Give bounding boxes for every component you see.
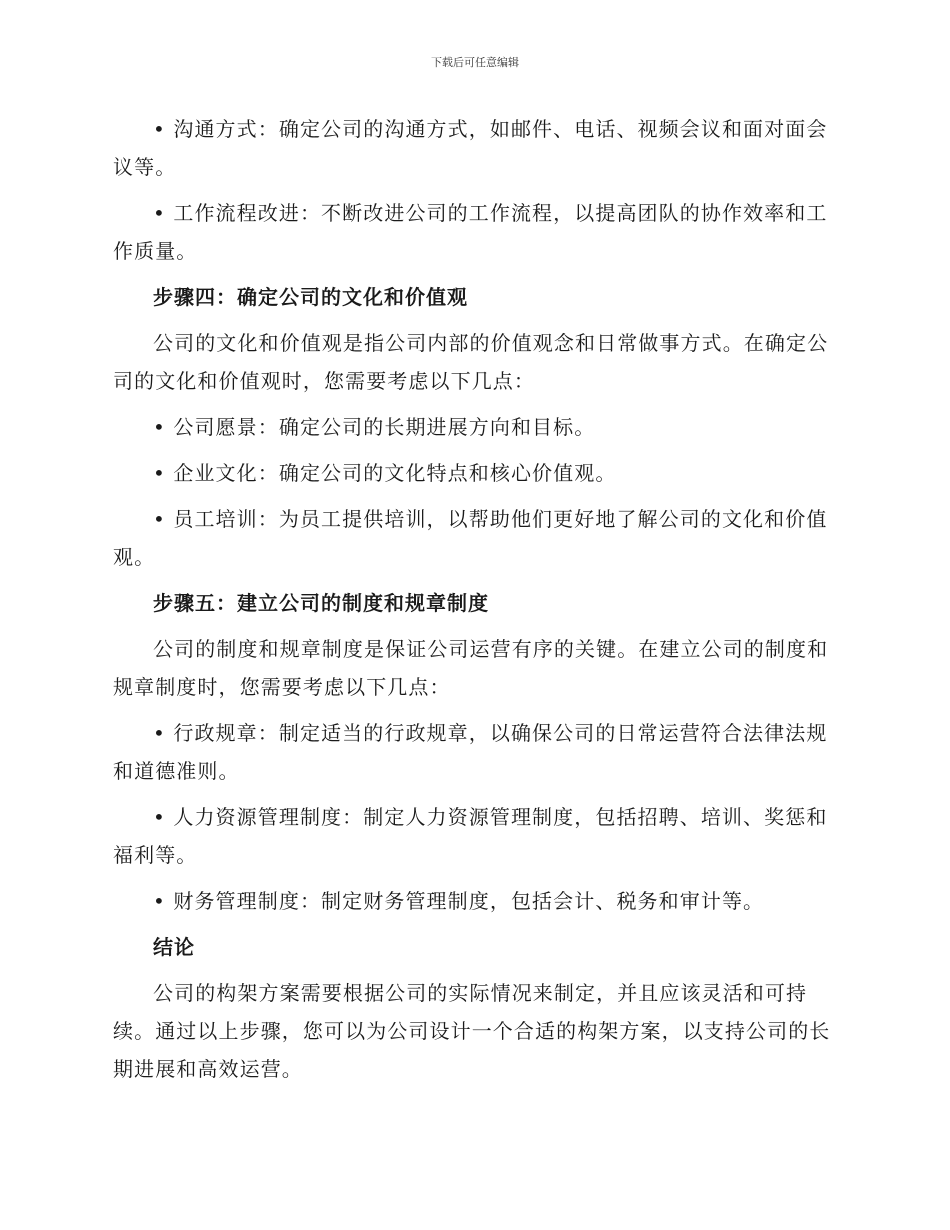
paragraph-rules-intro: 公司的制度和规章制度是保证公司运营有序的关键。在建立公司的制度和规章制度时，您需要考虑以下几点： (113, 637, 829, 699)
bullet-hr-system: • 人力资源管理制度：制定人力资源管理制度，包括招聘、培训、奖惩和福利等。 (113, 805, 828, 867)
bullet-workflow: • 工作流程改进：不断改进公司的工作流程，以提高团队的协作效率和工作质量。 (113, 201, 828, 263)
bullet-admin-rules: • 行政规章：制定适当的行政规章，以确保公司的日常运营符合法律法规和道德准则。 (113, 721, 828, 783)
paragraph-conclusion: 公司的构架方案需要根据公司的实际情况来制定，并且应该灵活和可持续。通过以上步骤，您可以为公司设计一个合适的构架方案，以支持公司的长期进展和高效运营。 (113, 981, 831, 1081)
bullet-finance-system: • 财务管理制度：制定财务管理制度，包括会计、税务和审计等。 (153, 889, 765, 913)
bullet-corporate-culture: • 企业文化：确定公司的文化特点和核心价值观。 (153, 461, 617, 485)
page-header: 下载后可任意编辑 (431, 56, 519, 69)
bullet-training: • 员工培训：为员工提供培训，以帮助他们更好地了解公司的文化和价值观。 (113, 507, 828, 569)
heading-conclusion: 结论 (153, 935, 195, 959)
bullet-communication: • 沟通方式：确定公司的沟通方式，如邮件、电话、视频会议和面对面会议等。 (113, 117, 828, 179)
paragraph-culture-intro: 公司的文化和价值观是指公司内部的价值观念和日常做事方式。在确定公司的文化和价值观时，您需要考虑以下几点： (113, 331, 829, 393)
heading-step-four: 步骤四：确定公司的文化和价值观 (153, 285, 468, 309)
document-body (113, 110, 833, 1096)
heading-step-five: 步骤五：建立公司的制度和规章制度 (153, 591, 489, 615)
bullet-vision: • 公司愿景：确定公司的长期进展方向和目标。 (153, 415, 596, 439)
